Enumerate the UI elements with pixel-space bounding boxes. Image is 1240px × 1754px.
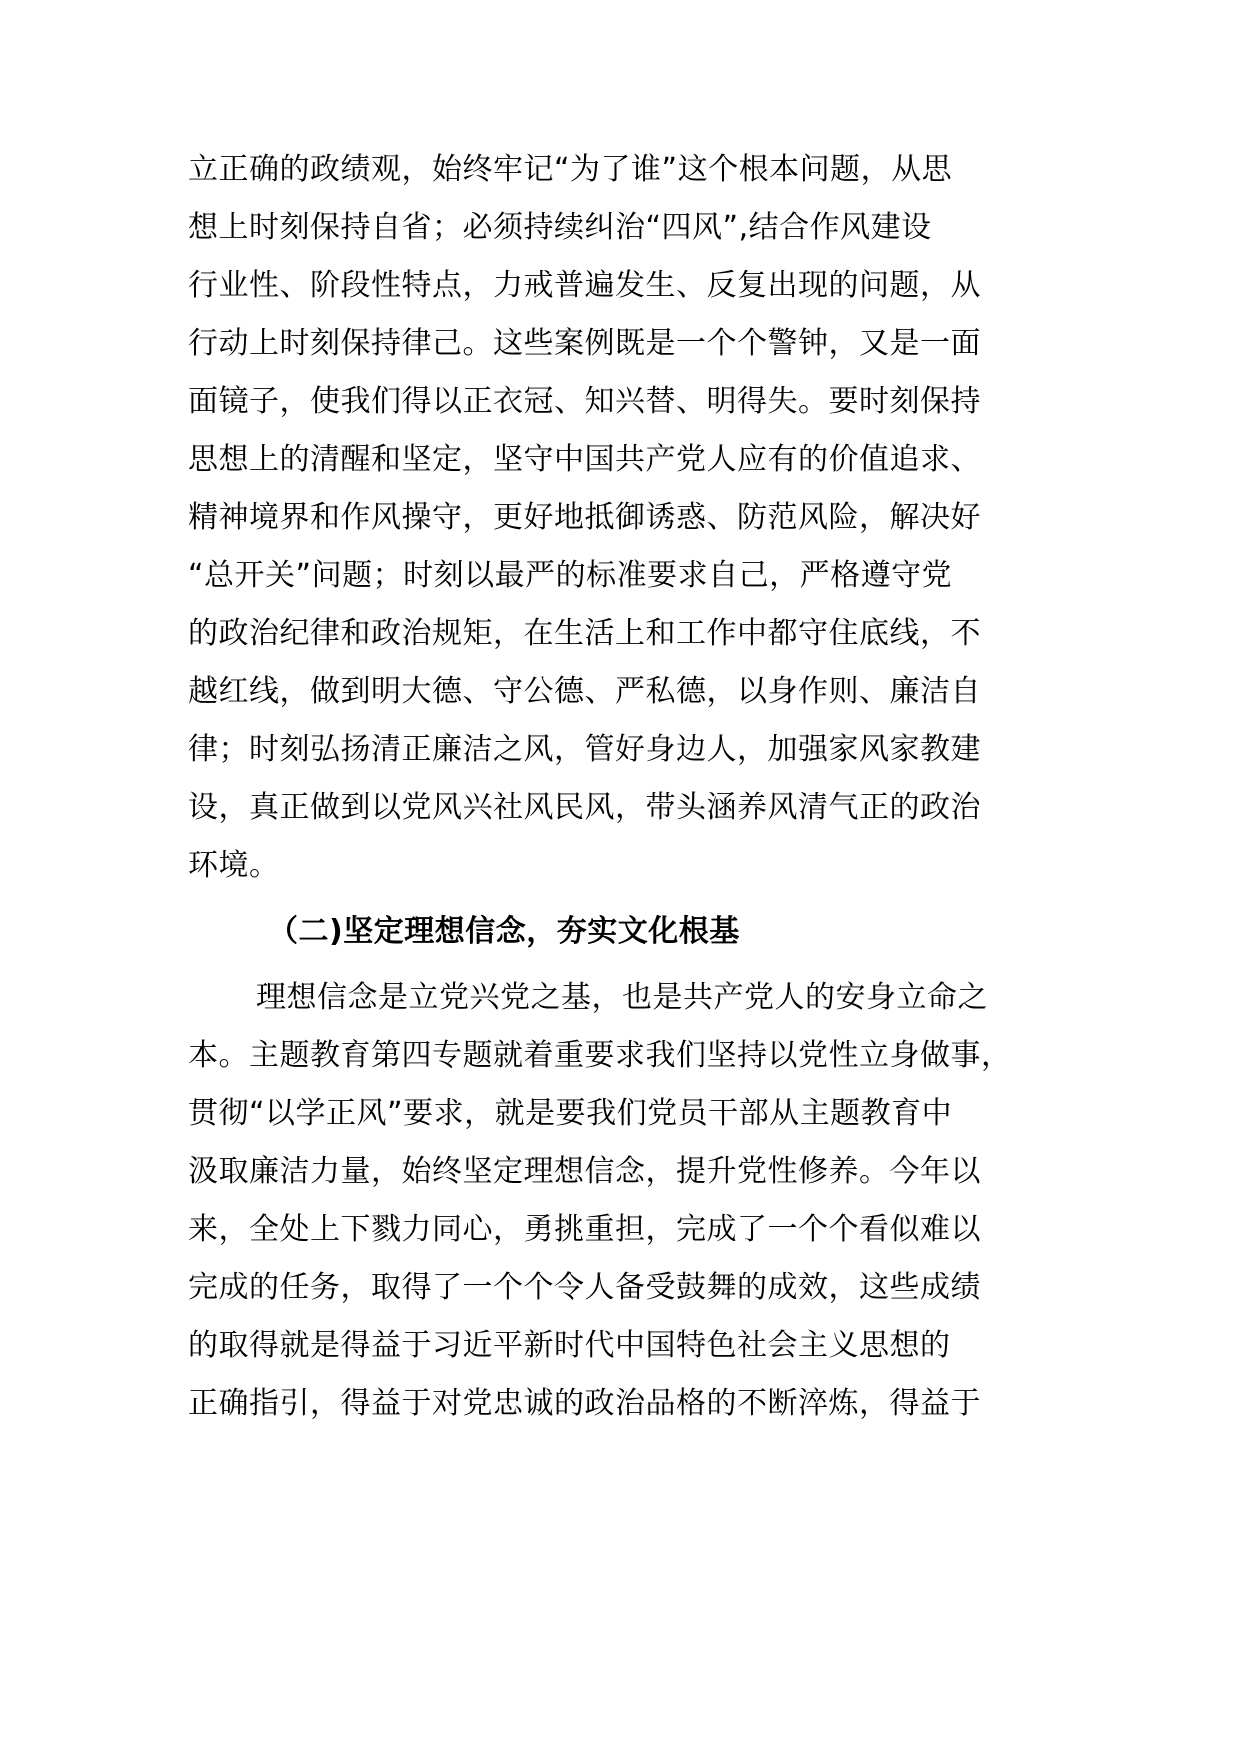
paragraph-line: 理想信念是立党兴党之基，也是共产党人的安身立命之 bbox=[256, 980, 988, 1015]
paragraph-line: 本。主题教育第四专题就着重要求我们坚持以党性立身做事， bbox=[188, 1038, 1012, 1073]
section-heading: （二)坚定理想信念，夯实文化根基 bbox=[268, 914, 740, 949]
paragraph-line: 贯彻“以学正风”要求，就是要我们党员干部从主题教育中 bbox=[188, 1096, 953, 1131]
paragraph-line: 环境。 bbox=[188, 848, 280, 883]
paragraph-line: 面镜子，使我们得以正衣冠、知兴替、明得失。要时刻保持 bbox=[188, 384, 981, 419]
paragraph-line: 正确指引，得益于对党忠诚的政治品格的不断淬炼，得益于 bbox=[188, 1386, 981, 1421]
paragraph-line: 行动上时刻保持律己。这些案例既是一个个警钟，又是一面 bbox=[188, 326, 981, 361]
paragraph-line: “总开关”问题；时刻以最严的标准要求自己，严格遵守党 bbox=[188, 558, 953, 593]
paragraph-line: 的政治纪律和政治规矩，在生活上和工作中都守住底线，不 bbox=[188, 616, 981, 651]
paragraph-line: 思想上的清醒和坚定，坚守中国共产党人应有的价值追求、 bbox=[188, 442, 981, 477]
paragraph-line: 立正确的政绩观，始终牢记“为了谁”这个根本问题，从思 bbox=[188, 152, 953, 187]
paragraph-line: 完成的任务，取得了一个个令人备受鼓舞的成效，这些成绩 bbox=[188, 1270, 981, 1305]
paragraph-line: 的取得就是得益于习近平新时代中国特色社会主义思想的 bbox=[188, 1328, 951, 1363]
paragraph-line: 设，真正做到以党风兴社风民风，带头涵养风清气正的政治 bbox=[188, 790, 981, 825]
paragraph-line: 律；时刻弘扬清正廉洁之风，管好身边人，加强家风家教建 bbox=[188, 732, 981, 767]
paragraph-line: 汲取廉洁力量，始终坚定理想信念，提升党性修养。今年以 bbox=[188, 1154, 981, 1189]
paragraph-line: 行业性、阶段性特点，力戒普遍发生、反复出现的问题，从 bbox=[188, 268, 981, 303]
paragraph-line: 来，全处上下戮力同心，勇挑重担，完成了一个个看似难以 bbox=[188, 1212, 981, 1247]
paragraph-line: 想上时刻保持自省；必须持续纠治“四风”,结合作风建设 bbox=[188, 210, 932, 245]
paragraph-line: 越红线，做到明大德、守公德、严私德，以身作则、廉洁自 bbox=[188, 674, 981, 709]
paragraph-line: 精神境界和作风操守，更好地抵御诱惑、防范风险，解决好 bbox=[188, 500, 981, 535]
